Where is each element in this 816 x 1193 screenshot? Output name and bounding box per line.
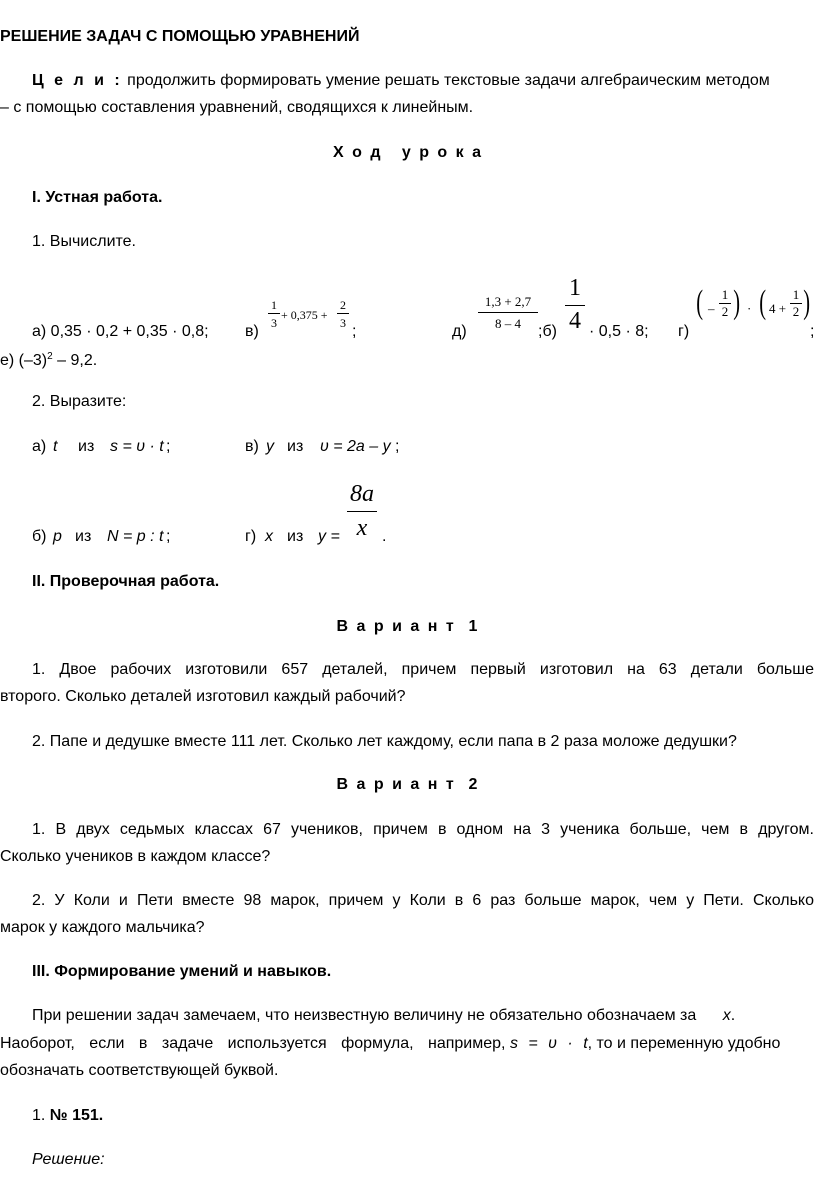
- express-b-formula: N = p : t: [107, 528, 164, 545]
- compute-a: а) 0,35 · 0,2 + 0,35 · 0,8;: [32, 323, 209, 340]
- task-151-label: № 151.: [49, 1107, 104, 1124]
- compute-e-text: е) (–3): [0, 352, 48, 369]
- v1-task-1-line-2: второго. Сколько деталей изготовил каждый рабочий?: [0, 688, 406, 705]
- v2-task-2-line-2: марок у каждого мальчика?: [0, 919, 205, 936]
- fraction-bar: [347, 511, 377, 512]
- compute-e-sup: 2: [47, 351, 53, 362]
- express-from: из: [75, 528, 92, 545]
- task-151-number: 1.: [32, 1107, 46, 1124]
- compute-b-num: 1: [569, 275, 581, 301]
- v2-task-1-line-2: Сколько учеников в каждом классе?: [0, 848, 271, 865]
- express-g-lhs: y =: [318, 528, 340, 545]
- variant-2-heading: В а р и а н т 2: [336, 776, 480, 793]
- express-b-var: p: [53, 528, 62, 545]
- compute-v-frac1-num: 1: [271, 298, 277, 312]
- compute-g-label: г): [678, 323, 690, 340]
- section-1-heading: I. Устная работа.: [32, 189, 163, 206]
- compute-e: [0, 347, 97, 371]
- task-2-label: 2. Выразите:: [32, 393, 127, 410]
- paragraph-line-1-var: x: [722, 1007, 731, 1024]
- compute-v-frac1: [268, 298, 280, 330]
- express-v-label: в): [245, 438, 259, 455]
- fraction-bar: [719, 303, 731, 304]
- variant-1-heading: В а р и а н т 1: [336, 618, 480, 635]
- express-b-label: б): [32, 528, 47, 545]
- semicolon: ;: [166, 528, 171, 545]
- express-g-label: г): [245, 528, 257, 545]
- paragraph-line-2: [0, 1034, 780, 1054]
- compute-d-num: 1,3 + 2,7: [484, 294, 532, 309]
- compute-g-four: 4 +: [769, 301, 787, 316]
- lesson-heading: Х о д у р о к а: [333, 144, 483, 161]
- express-a-label: а): [32, 438, 47, 455]
- express-g-end: .: [382, 528, 387, 545]
- compute-d-den: 8 – 4: [495, 316, 521, 331]
- paragraph-line-1: [32, 1006, 735, 1026]
- v2-task-2-line-1: 2. У Коли и Пети вместе 98 марок, причем у Коли в 6 раз больше марок, чем у Пети. Сколько: [32, 892, 814, 909]
- section-2-heading: II. Проверочная работа.: [32, 573, 220, 590]
- v1-task-2: 2. Папе и дедушке вместе 111 лет. Сколько лет каждому, если папа в 2 раза моложе дедушки?: [32, 733, 737, 750]
- paragraph-line-1-text: При решении задач замечаем, что неизвестную величину не обязательно обозначаем за: [32, 1007, 697, 1024]
- express-v-var: y: [266, 438, 274, 455]
- compute-g-frac2: [790, 288, 802, 319]
- compute-e-end: – 9,2.: [52, 352, 98, 369]
- solution-label: Решение:: [32, 1151, 105, 1168]
- compute-v-frac2: [337, 298, 349, 330]
- right-paren: ): [733, 284, 741, 321]
- compute-g-dot: ·: [747, 301, 752, 316]
- paragraph-line-1-dot: .: [730, 1007, 736, 1024]
- paragraph-line-2-end: , то и переменную удобно: [587, 1035, 781, 1052]
- goals-line-1: [32, 71, 770, 91]
- express-a-var: t: [53, 438, 58, 455]
- express-from: из: [287, 438, 304, 455]
- paragraph-line-3: обозначать соответствующей буквой.: [0, 1062, 279, 1079]
- compute-d-label: д): [452, 323, 467, 340]
- compute-v-label: в): [245, 323, 259, 340]
- express-g-frac: [345, 480, 379, 542]
- compute-g-minus: –: [708, 301, 715, 316]
- express-a-formula: s = υ · t: [110, 438, 164, 455]
- compute-g-end: ;: [810, 323, 815, 340]
- express-v-formula: υ = 2a – y: [320, 438, 391, 455]
- semicolon: ;: [166, 438, 171, 455]
- right-paren: ): [803, 284, 811, 321]
- paragraph-line-2-text: Наоборот, если в задаче используется формула, например,: [0, 1035, 506, 1052]
- express-from: из: [78, 438, 95, 455]
- paragraph-line-2-formula: s = υ · t: [509, 1035, 588, 1052]
- goals-label: Ц е л и :: [32, 72, 123, 89]
- task-151: [32, 1106, 103, 1126]
- express-g-den: x: [356, 515, 368, 541]
- section-3-heading: III. Формирование умений и навыков.: [32, 963, 332, 980]
- fraction-bar: [790, 303, 802, 304]
- v2-task-1-line-1: 1. В двух седьмых классах 67 учеников, причем в одном на 3 ученика больше, чем в другом.: [32, 821, 814, 838]
- compute-v-mid: + 0,375 +: [281, 308, 328, 322]
- compute-b-end: · 0,5 · 8;: [589, 323, 649, 340]
- compute-g-frac1: [719, 288, 731, 319]
- compute-d-frac: [478, 294, 538, 332]
- semicolon: ;: [395, 438, 400, 455]
- compute-b-den: 4: [569, 308, 581, 334]
- express-g-var: x: [265, 528, 273, 545]
- compute-g-frac1-num: 1: [721, 287, 729, 302]
- goals-text-1: продолжить формировать умение решать текстовые задачи алгебраическим методом: [127, 72, 770, 89]
- left-paren: (: [759, 284, 767, 321]
- v1-task-1-line-1: 1. Двое рабочих изготовили 657 деталей, причем первый изготовил на 63 детали больше: [32, 661, 814, 678]
- page-title: РЕШЕНИЕ ЗАДАЧ С ПОМОЩЬЮ УРАВНЕНИЙ: [0, 28, 360, 45]
- compute-g-frac2-num: 1: [792, 287, 800, 302]
- compute-v-frac2-num: 2: [340, 298, 346, 312]
- left-paren: (: [696, 284, 704, 321]
- compute-b-label: ;б): [538, 323, 557, 340]
- fraction-bar: [565, 305, 585, 306]
- fraction-bar: [478, 312, 538, 313]
- task-1-label: 1. Вычислите.: [32, 233, 136, 250]
- compute-g-frac2-den: 2: [792, 304, 800, 319]
- express-g-num: 8a: [350, 481, 374, 507]
- express-from: из: [287, 528, 304, 545]
- compute-b-frac: [564, 274, 586, 335]
- fraction-bar: [268, 313, 280, 314]
- compute-g-frac1-den: 2: [721, 304, 729, 319]
- fraction-bar: [337, 313, 349, 314]
- compute-v-frac2-den: 3: [340, 316, 346, 330]
- compute-v-frac1-den: 3: [271, 316, 277, 330]
- compute-v-end: ;: [352, 323, 357, 340]
- goals-line-2: – с помощью составления уравнений, сводящихся к линейным.: [0, 99, 474, 116]
